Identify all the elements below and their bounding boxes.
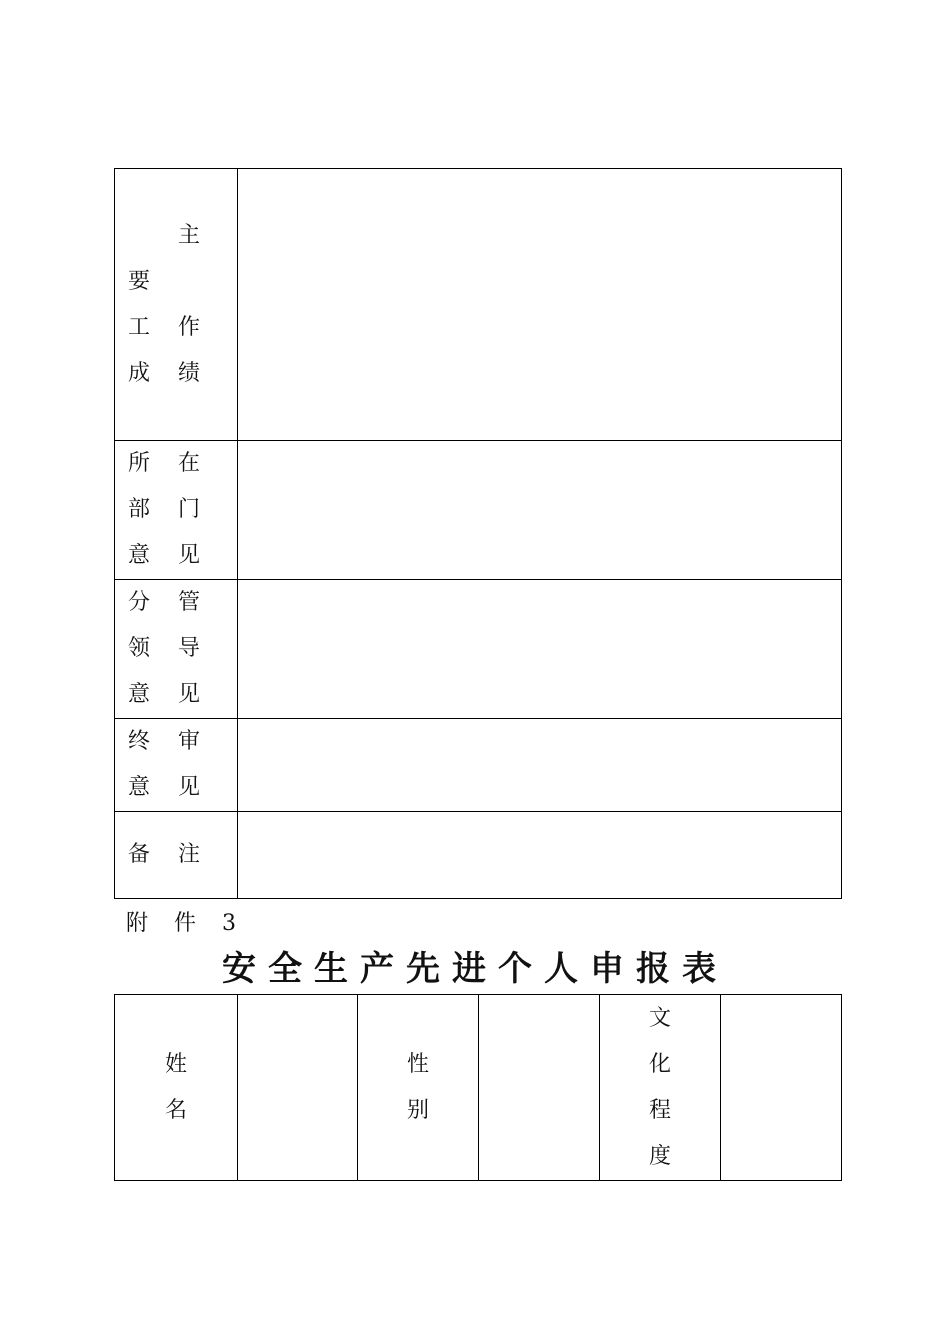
form-title: 安全生产先进个人申报表 <box>222 949 728 989</box>
attachment-label: 附 件 3 <box>126 906 262 942</box>
label-work: 工 作 <box>128 314 201 340</box>
achievement-form-table <box>114 168 842 899</box>
attachment-number: 3 <box>222 911 237 936</box>
gender-field[interactable] <box>479 995 600 1181</box>
final-review-field[interactable] <box>238 719 842 812</box>
form-row-remarks <box>115 812 842 899</box>
leader-opinion-field[interactable] <box>238 580 842 719</box>
form-row-main-achievements <box>115 169 842 441</box>
row-label-main-achievements: 主 要 工 作 成 绩 <box>115 169 238 441</box>
form-row-department-opinion <box>115 441 842 580</box>
label-achievement: 成 绩 <box>128 360 201 386</box>
applicant-info-table <box>114 994 842 1181</box>
remarks-field[interactable] <box>238 812 842 899</box>
education-field[interactable] <box>721 995 842 1181</box>
main-achievements-field[interactable] <box>238 169 842 441</box>
form-row-final-review <box>115 719 842 812</box>
education-label: 文 化 程 度 <box>600 995 721 1181</box>
row-label-leader-opinion: 分 管 领 导 意 见 <box>115 580 238 719</box>
gender-label: 性 别 <box>358 995 479 1181</box>
form-row-leader-opinion <box>115 580 842 719</box>
row-label-department-opinion: 所 在 部 门 意 见 <box>115 441 238 580</box>
name-label: 姓 名 <box>115 995 238 1181</box>
row-label-remarks: 备 注 <box>115 812 238 899</box>
department-opinion-field[interactable] <box>238 441 842 580</box>
row-label-final-review: 终 审 意 见 <box>115 719 238 812</box>
applicant-info-row <box>115 995 842 1181</box>
name-field[interactable] <box>238 995 358 1181</box>
